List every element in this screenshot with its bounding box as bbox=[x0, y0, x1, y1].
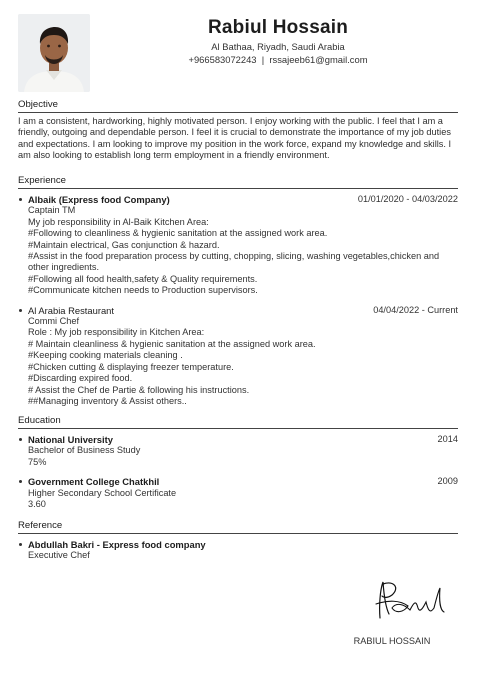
graduation-year: 2009 bbox=[437, 476, 458, 487]
full-name: Rabiul Hossain bbox=[207, 17, 349, 38]
duty-line: # Maintain cleanliness & hygienic sanitation at the assigned work area. bbox=[28, 338, 316, 349]
address: Al Bathaa, Riyadh, Saudi Arabia bbox=[211, 41, 345, 52]
reference-item bbox=[18, 539, 458, 562]
graduation-year: 2014 bbox=[437, 434, 458, 444]
job-role: Captain TM bbox=[28, 205, 76, 216]
section-title-reference: Reference bbox=[18, 520, 458, 534]
email: rssajeeb61@gmail.com bbox=[269, 54, 368, 65]
employment-dates: 01/01/2020 - 04/03/2022 bbox=[357, 194, 458, 204]
education-item bbox=[18, 476, 458, 510]
school-name: National University bbox=[28, 434, 113, 445]
grade: 3.60 bbox=[28, 499, 46, 510]
reference-section bbox=[18, 520, 458, 562]
person-portrait-icon bbox=[18, 14, 90, 92]
reference-role: Executive Chef bbox=[28, 550, 90, 561]
section-title-education: Education bbox=[18, 415, 458, 429]
duty-line: #Communicate kitchen needs to Production supervisors. bbox=[28, 285, 258, 296]
objective-text: I am a consistent, hardworking, highly motivated person. I enjoy working with the public. I feel that I am a friendly, outgoing and dependable person. I feel it is crucial to demonstrate the importance of my job duties and expectations. I am looking to improve my position in the work force, expand my knowledge and skills. I am also looking to establish long term employment in a friendly environment. bbox=[18, 116, 452, 161]
degree: Bachelor of Business Study bbox=[28, 445, 141, 456]
contact-line bbox=[100, 53, 456, 66]
duty-line: Role : My job responsibility in Kitchen Area: bbox=[28, 327, 205, 338]
objective-section bbox=[18, 99, 458, 162]
resume-header bbox=[100, 16, 456, 66]
education-section bbox=[18, 415, 458, 510]
duty-line: #Following to cleanliness & hygienic sanitation at the assigned work area. bbox=[28, 228, 328, 239]
signature-image bbox=[370, 578, 448, 622]
duty-line: #Following all food health,safety & Quality requirements. bbox=[28, 273, 258, 284]
reference-name: Abdullah Bakri - Express food company bbox=[28, 539, 206, 550]
grade: 75% bbox=[28, 456, 47, 467]
education-item bbox=[18, 434, 458, 468]
company-name: Al Arabia Restaurant bbox=[28, 304, 114, 316]
profile-photo bbox=[18, 14, 90, 92]
contact-separator: | bbox=[261, 54, 265, 65]
handwritten-signature-icon bbox=[370, 578, 448, 622]
duty-line: # Assist the Chef de Partie & following his instructions. bbox=[28, 384, 250, 395]
duty-line: #Keeping cooking materials cleaning . bbox=[28, 350, 183, 361]
duty-line: ##Managing inventory & Assist others.. bbox=[28, 395, 187, 406]
school-name: Government College Chatkhil bbox=[28, 476, 160, 488]
experience-item bbox=[18, 305, 458, 408]
job-role: Commi Chef bbox=[28, 316, 80, 327]
employment-dates: 04/04/2022 - Current bbox=[373, 304, 458, 315]
section-title-experience: Experience bbox=[18, 175, 458, 189]
duty-line: #Maintain electrical, Gas conjunction & hazard. bbox=[28, 239, 220, 250]
company-name: Albaik (Express food Company) bbox=[28, 194, 170, 205]
duty-line: #Discarding expired food. bbox=[28, 373, 133, 384]
section-title-objective: Objective bbox=[18, 99, 458, 113]
duty-line: #Assist in the food preparation process by cutting, chopping, slicing, washing vegetables,chicken and other ingredients. bbox=[28, 251, 440, 273]
signature-name: RABIUL HOSSAIN bbox=[353, 636, 431, 646]
duty-line: My job responsibility in Al-Baik Kitchen Area: bbox=[28, 216, 209, 227]
phone: +966583072243 bbox=[188, 54, 257, 65]
experience-item bbox=[18, 194, 458, 297]
duty-line: #Chicken cutting & displaying freezer temperature. bbox=[28, 361, 234, 372]
degree: Higher Secondary School Certificate bbox=[28, 487, 177, 498]
experience-section bbox=[18, 175, 458, 407]
